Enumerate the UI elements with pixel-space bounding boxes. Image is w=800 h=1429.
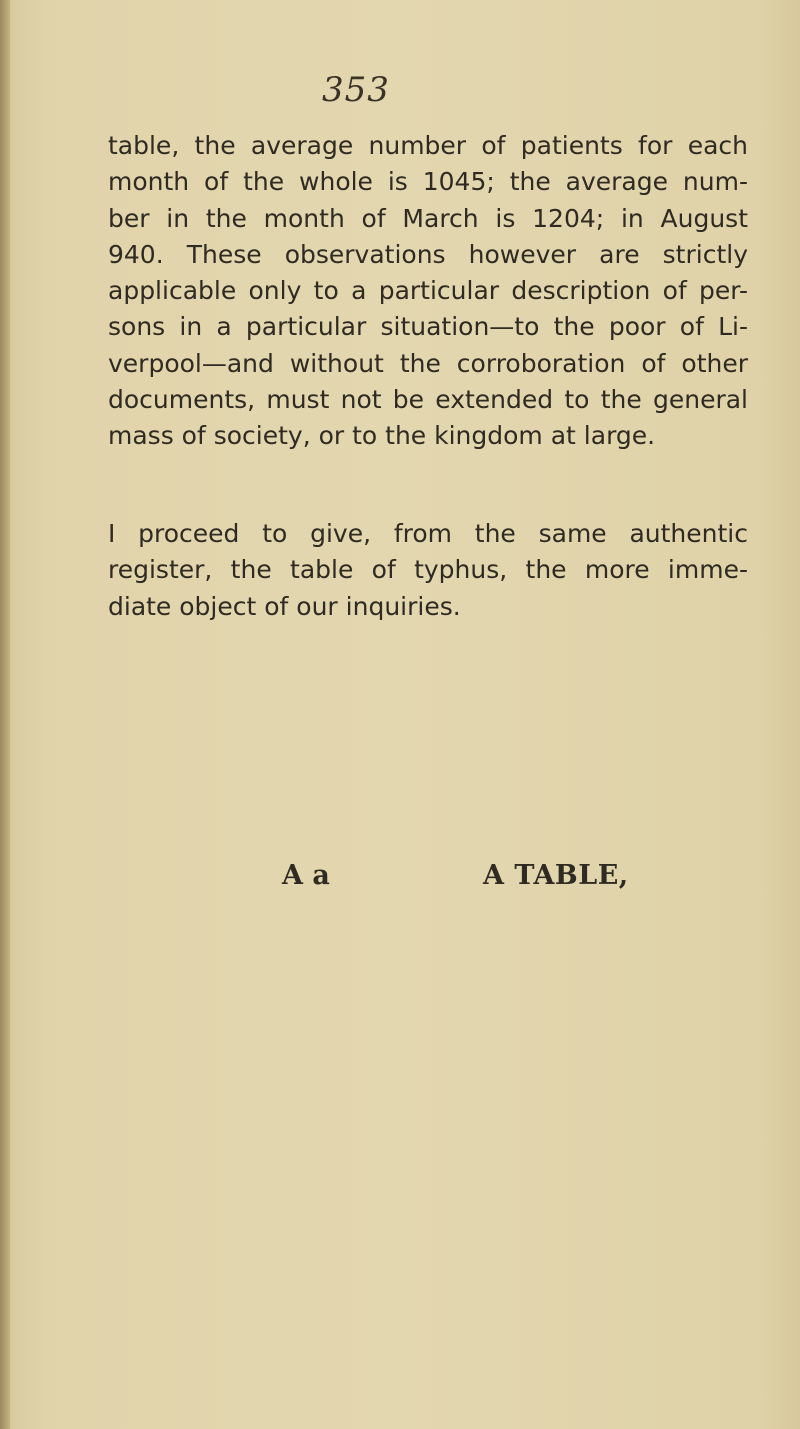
paragraph-1 (108, 128, 748, 455)
text-line: sons in a particular situation—to the poor of Li- (108, 312, 748, 342)
signature-mark: A a (282, 860, 330, 891)
text-line: 940. These observations however are strictly (108, 239, 748, 269)
text-line: table, the average number of patients for each (108, 131, 748, 160)
text-line: mass of society, or to the kingdom at large. (108, 421, 656, 451)
catchword: A TABLE, (483, 860, 629, 891)
page-gutter (0, 0, 10, 1429)
text-line: I proceed to give, from the same authentic (108, 519, 748, 548)
text-line: ber in the month of March is 1204; in August (108, 203, 748, 233)
page-number: 353 (322, 70, 390, 110)
text-line: register, the table of typhus, the more imme- (108, 555, 748, 585)
text-line: applicable only to a particular description of per- (108, 276, 748, 306)
text-line: verpool—and without the corroboration of other (108, 348, 748, 378)
text-line: diate object of our inquiries. (108, 591, 461, 621)
text-line: month of the whole is 1045; the average num- (108, 167, 748, 197)
text-line: documents, must not be extended to the general (108, 385, 748, 415)
paragraph-2 (108, 516, 748, 625)
